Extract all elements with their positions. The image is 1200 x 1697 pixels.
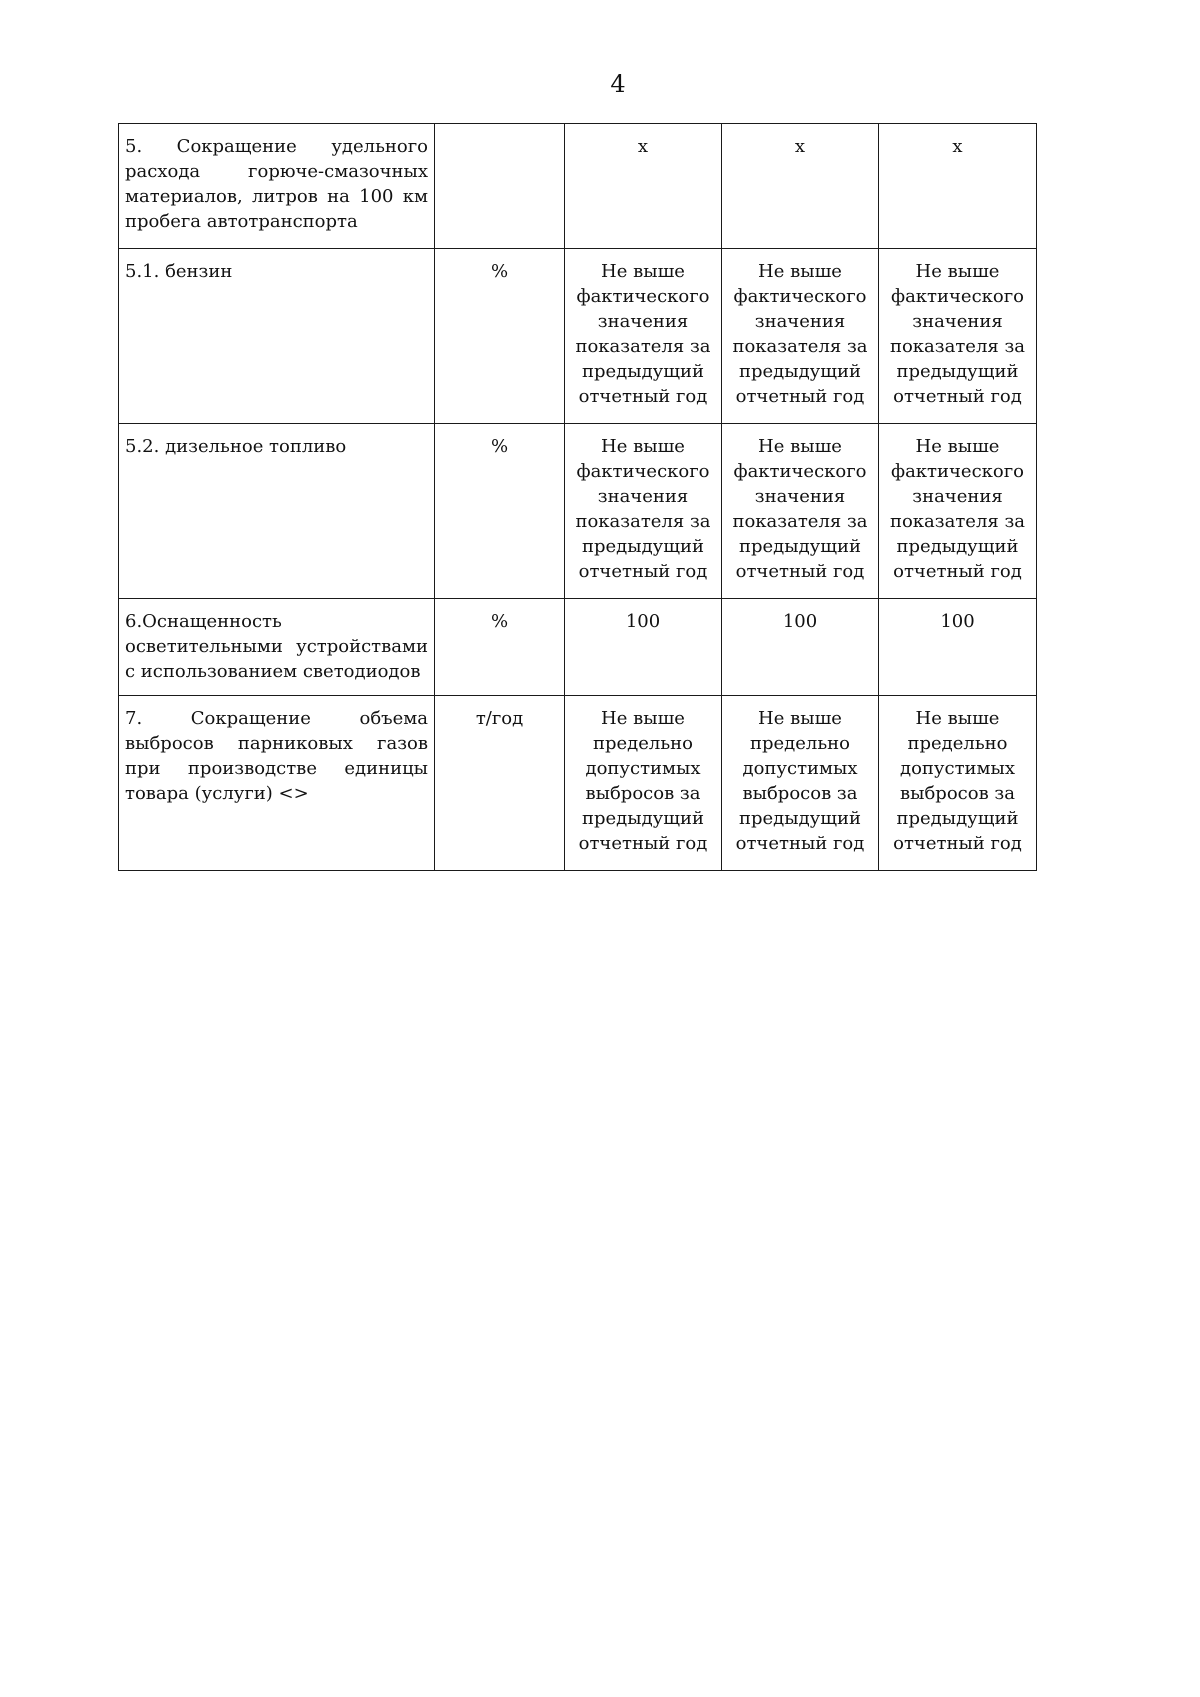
value-cell: x	[722, 124, 879, 249]
value-cell: Не выше фактического значения показателя за предыдущий отчетный год	[565, 424, 722, 599]
table-row	[119, 696, 1037, 871]
value-cell: Не выше фактического значения показателя за предыдущий отчетный год	[722, 424, 879, 599]
unit-cell: %	[435, 249, 565, 424]
table-row	[119, 249, 1037, 424]
unit-cell	[435, 124, 565, 249]
indicator-name-cell: 6.Оснащенность осветительными устройствами с использованием светодиодов	[119, 599, 435, 696]
value-cell: Не выше фактического значения показателя за предыдущий отчетный год	[722, 249, 879, 424]
indicator-name-cell: 5.1. бензин	[119, 249, 435, 424]
indicator-name-cell: 5. Сокращение удельного расхода горюче-смазочных материалов, литров на 100 км пробега автотранспорта	[119, 124, 435, 249]
value-cell: 100	[565, 599, 722, 696]
indicator-name-cell: 7. Сокращение объема выбросов парниковых газов при производстве единицы товара (услуги) <>	[119, 696, 435, 871]
value-cell: Не выше предельно допустимых выбросов за предыдущий отчетный год	[565, 696, 722, 871]
value-cell: Не выше фактического значения показателя за предыдущий отчетный год	[879, 249, 1037, 424]
table-row	[119, 424, 1037, 599]
value-cell: x	[879, 124, 1037, 249]
value-cell: Не выше предельно допустимых выбросов за предыдущий отчетный год	[879, 696, 1037, 871]
indicators-table	[118, 123, 1037, 871]
unit-cell: %	[435, 599, 565, 696]
value-cell: Не выше предельно допустимых выбросов за предыдущий отчетный год	[722, 696, 879, 871]
unit-cell: %	[435, 424, 565, 599]
unit-cell: т/год	[435, 696, 565, 871]
value-cell: Не выше фактического значения показателя за предыдущий отчетный год	[565, 249, 722, 424]
table-row	[119, 599, 1037, 696]
value-cell: Не выше фактического значения показателя за предыдущий отчетный год	[879, 424, 1037, 599]
table-row	[119, 124, 1037, 249]
indicator-name-cell: 5.2. дизельное топливо	[119, 424, 435, 599]
page-number: 4	[610, 70, 626, 98]
value-cell: 100	[722, 599, 879, 696]
value-cell: x	[565, 124, 722, 249]
value-cell: 100	[879, 599, 1037, 696]
